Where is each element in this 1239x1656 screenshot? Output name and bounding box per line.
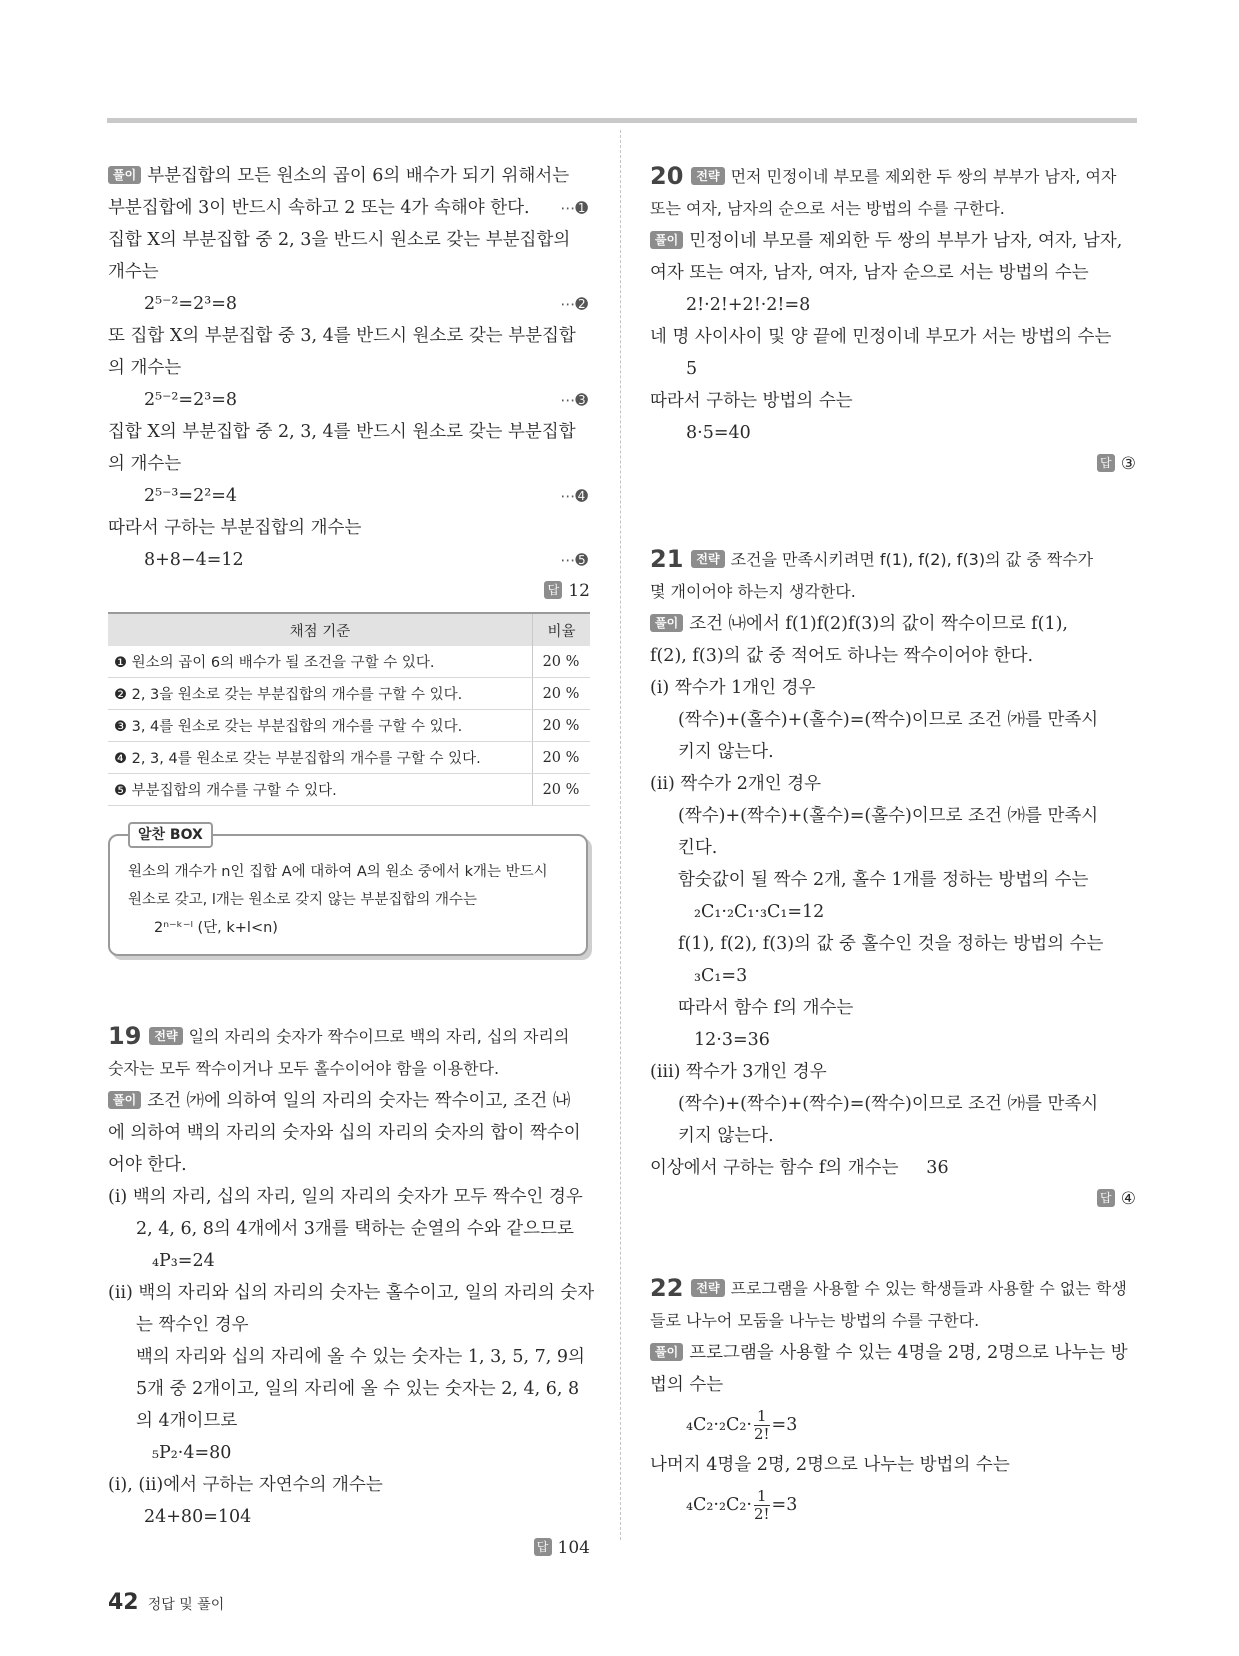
answer-tag: 답 — [534, 1538, 552, 1556]
solution-tag: 풀이 — [650, 1343, 683, 1361]
solution-tag: 풀이 — [650, 231, 683, 249]
step-marker: ⋯➎ — [560, 551, 588, 569]
right-column — [650, 160, 1136, 1529]
answer-line: 답 ④ — [650, 1184, 1136, 1214]
solution-line: 풀이 프로그램을 사용할 수 있는 4명을 2명, 2명으로 나누는 방 — [650, 1337, 1136, 1369]
formula-line: 2⁵⁻³=2²=4 ⋯➍ — [108, 480, 590, 512]
solution-line: 따라서 함수 f의 개수는 — [678, 998, 854, 1018]
formula-line: 5 — [686, 359, 698, 379]
solution-line: f(2), f(3)의 값 중 적어도 하나는 짝수이어야 한다. — [650, 646, 1034, 666]
solution-line: (짝수)+(짝수)+(홀수)=(홀수)이므로 조건 ㈎를 만족시 — [678, 806, 1099, 826]
solution-line: 나머지 4명을 2명, 2명으로 나누는 방법의 수는 — [650, 1455, 1010, 1475]
problem-19-strategy: 19 전략 일의 자리의 숫자가 짝수이므로 백의 자리, 십의 자리의 — [108, 1022, 570, 1050]
strategy-line: 들로 나누어 모둠을 나누는 방법의 수를 구한다. — [650, 1311, 980, 1330]
solution-line: 이상에서 구하는 함수 f의 개수는 36 — [650, 1158, 949, 1178]
solution-line: 에 의하여 백의 자리의 숫자와 십의 자리의 숫자의 합이 짝수이 — [108, 1123, 581, 1143]
problem-22-strategy: 22 전략 프로그램을 사용할 수 있는 학생들과 사용할 수 없는 학생 — [650, 1274, 1127, 1302]
solution-line: 법의 수는 — [650, 1375, 724, 1395]
grading-header-ratio: 비율 — [533, 613, 591, 646]
solution-line: (ⅰ) 백의 자리, 십의 자리, 일의 자리의 숫자가 모두 짝수인 경우 — [108, 1187, 583, 1207]
formula-line: ₄C₂·₂C₂· $\frac{1}{2!}$ =3 — [686, 1487, 798, 1523]
step-marker: ⋯➍ — [560, 487, 588, 505]
solution-line: (ⅱ) 백의 자리와 십의 자리의 숫자는 홀수이고, 일의 자리의 숫자 — [108, 1283, 595, 1303]
fraction: $\frac{1}{2!}$ — [753, 1407, 770, 1443]
solution-line: 함숫값이 될 짝수 2개, 홀수 1개를 정하는 방법의 수는 — [678, 870, 1089, 890]
answer-tag: 답 — [544, 581, 562, 599]
tip-box-line: 원소의 개수가 n인 집합 A에 대하여 A의 원소 중에서 k개는 반드시 — [128, 864, 548, 880]
footer-title: 정답 및 풀이 — [147, 1597, 225, 1613]
strategy-tag: 전략 — [691, 1279, 724, 1297]
page-footer — [108, 1590, 224, 1615]
solution-line: (짝수)+(짝수)+(짝수)=(짝수)이므로 조건 ㈎를 만족시 — [678, 1094, 1099, 1114]
answer-tag: 답 — [1097, 454, 1115, 472]
answer-tag: 답 — [1097, 1189, 1115, 1207]
formula-line: 8+8−4=12 ⋯➎ — [108, 544, 590, 576]
solution-line: (ⅲ) 짝수가 3개인 경우 — [650, 1062, 827, 1082]
solution-line: 의 개수는 — [108, 358, 182, 378]
solution-line: f(1), f(2), f(3)의 값 중 홀수인 것을 정하는 방법의 수는 — [678, 934, 1104, 954]
left-column — [108, 160, 595, 1563]
answer-line: 답 ③ — [650, 449, 1136, 479]
formula-line: 12·3=36 — [694, 1030, 770, 1050]
solution-line: 백의 자리와 십의 자리에 올 수 있는 숫자는 1, 3, 5, 7, 9의 — [136, 1347, 585, 1367]
formula-line: ₃C₁=3 — [694, 966, 748, 986]
formula-line: ₂C₁·₂C₁·₃C₁=12 — [694, 902, 825, 922]
solution-line: 풀이 부분집합의 모든 원소의 곱이 6의 배수가 되기 위해서는 — [108, 160, 590, 192]
strategy-line: 숫자는 모두 짝수이거나 모두 홀수이어야 함을 이용한다. — [108, 1059, 500, 1078]
table-row: ❶ 원소의 곱이 6의 배수가 될 조건을 구할 수 있다. 20 % — [108, 646, 590, 678]
problem-number: 20 — [650, 162, 684, 190]
solution-line: 부분집합에 3이 반드시 속하고 2 또는 4가 속해야 한다. ⋯➊ — [108, 192, 590, 224]
problem-number: 19 — [108, 1022, 142, 1050]
solution-line: 또 집합 X의 부분집합 중 3, 4를 반드시 원소로 갖는 부분집합 — [108, 326, 576, 346]
solution-line: 2, 4, 6, 8의 4개에서 3개를 택하는 순열의 수와 같으므로 — [136, 1219, 574, 1239]
tip-box-title: 알찬 BOX — [128, 822, 213, 848]
solution-line: 네 명 사이사이 및 양 끝에 민정이네 부모가 서는 방법의 수는 — [650, 327, 1112, 347]
answer-line: 답 12 — [108, 576, 590, 606]
problem-number: 22 — [650, 1274, 684, 1302]
tip-box — [108, 827, 588, 956]
solution-line: 따라서 구하는 방법의 수는 — [650, 391, 853, 411]
solution-line: 의 4개이므로 — [136, 1411, 238, 1431]
table-row: ❸ 3, 4를 원소로 갖는 부분집합의 개수를 구할 수 있다. 20 % — [108, 710, 590, 742]
solution-line: 키지 않는다. — [678, 742, 774, 762]
formula-line: ₅P₂·4=80 — [152, 1443, 232, 1463]
table-row: ❺ 부분집합의 개수를 구할 수 있다. 20 % — [108, 774, 590, 806]
fraction: $\frac{1}{2!}$ — [753, 1487, 770, 1523]
table-row: ❷ 2, 3을 원소로 갖는 부분집합의 개수를 구할 수 있다. 20 % — [108, 678, 590, 710]
solution-line: (ⅰ) 짝수가 1개인 경우 — [650, 678, 816, 698]
formula-line: ₄P₃=24 — [152, 1251, 215, 1271]
formula-line: 2⁵⁻²=2³=8 ⋯➌ — [108, 384, 590, 416]
solution-line: 풀이 민정이네 부모를 제외한 두 쌍의 부부가 남자, 여자, 남자, — [650, 225, 1136, 257]
solution-line: 따라서 구하는 부분집합의 개수는 — [108, 518, 362, 538]
strategy-tag: 전략 — [691, 167, 724, 185]
problem-21-strategy: 21 전략 조건을 만족시키려면 f(1), f(2), f(3)의 값 중 짝수가 — [650, 545, 1094, 573]
page-number: 42 — [108, 1590, 139, 1615]
solution-line: 풀이 조건 ㈎에 의하여 일의 자리의 숫자는 짝수이고, 조건 ㈏ — [108, 1085, 590, 1117]
problem-number: 21 — [650, 545, 684, 573]
solution-line: 키지 않는다. — [678, 1126, 774, 1146]
grading-table — [108, 612, 590, 806]
solution-line: 여자 또는 여자, 남자, 여자, 남자 순으로 서는 방법의 수는 — [650, 263, 1089, 283]
grading-header-criteria: 채점 기준 — [108, 613, 533, 646]
answer-line: 답 104 — [108, 1533, 590, 1563]
column-divider — [620, 130, 621, 1540]
solution-line: 집합 X의 부분집합 중 2, 3을 반드시 원소로 갖는 부분집합의 — [108, 230, 571, 250]
formula-line: 2!·2!+2!·2!=8 — [686, 295, 811, 315]
strategy-line: 몇 개이어야 하는지 생각한다. — [650, 582, 856, 601]
solution-line: 의 개수는 — [108, 454, 182, 474]
tip-box-line: 원소로 갖고, l개는 원소로 갖지 않는 부분집합의 개수는 — [128, 892, 478, 908]
solution-tag: 풀이 — [108, 166, 141, 184]
formula-line: 2⁵⁻²=2³=8 ⋯➋ — [108, 288, 590, 320]
formula-line: 24+80=104 — [144, 1507, 252, 1527]
problem-20-strategy: 20 전략 먼저 민정이네 부모를 제외한 두 쌍의 부부가 남자, 여자 — [650, 162, 1117, 190]
solution-line: 어야 한다. — [108, 1155, 187, 1175]
tip-box-formula: 2ⁿ⁻ᵏ⁻ˡ (단, k+l<n) — [154, 920, 278, 936]
solution-line: 킨다. — [678, 838, 718, 858]
strategy-line: 또는 여자, 남자의 순으로 서는 방법의 수를 구한다. — [650, 199, 1005, 218]
solution-line: 5개 중 2개이고, 일의 자리에 올 수 있는 숫자는 2, 4, 6, 8 — [136, 1379, 580, 1399]
strategy-tag: 전략 — [691, 550, 724, 568]
formula-line: ₄C₂·₂C₂· $\frac{1}{2!}$ =3 — [686, 1407, 798, 1443]
strategy-tag: 전략 — [149, 1027, 182, 1045]
table-row: ❹ 2, 3, 4를 원소로 갖는 부분집합의 개수를 구할 수 있다. 20 % — [108, 742, 590, 774]
solution-line: (ⅱ) 짝수가 2개인 경우 — [650, 774, 822, 794]
step-marker: ⋯➌ — [560, 391, 588, 409]
solution-line: 풀이 조건 ㈏에서 f(1)f(2)f(3)의 값이 짝수이므로 f(1), — [650, 608, 1136, 640]
solution-line: (짝수)+(홀수)+(홀수)=(짝수)이므로 조건 ㈎를 만족시 — [678, 710, 1099, 730]
step-marker: ⋯➊ — [560, 199, 588, 217]
solution-line: 집합 X의 부분집합 중 2, 3, 4를 반드시 원소로 갖는 부분집합 — [108, 422, 576, 442]
solution-tag: 풀이 — [108, 1091, 141, 1109]
step-marker: ⋯➋ — [560, 295, 588, 313]
solution-tag: 풀이 — [650, 614, 683, 632]
solution-line: 는 짝수인 경우 — [136, 1315, 249, 1335]
solution-line: (ⅰ), (ⅱ)에서 구하는 자연수의 개수는 — [108, 1475, 383, 1495]
solution-line: 개수는 — [108, 262, 159, 282]
formula-line: 8·5=40 — [686, 423, 751, 443]
top-rule — [107, 118, 1137, 123]
